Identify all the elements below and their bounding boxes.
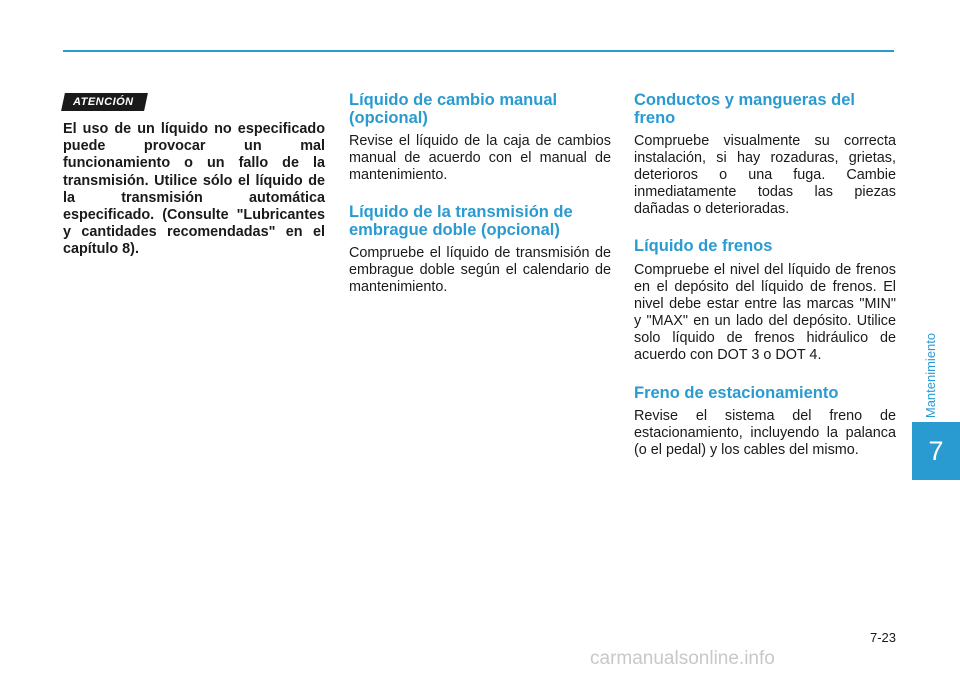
- section-title: Líquido de la transmisión de embrague doble (opcional): [349, 203, 573, 239]
- section-title: Líquido de cambio manual (opcional): [349, 91, 558, 127]
- section-body: Compruebe el líquido de transmisión de embrague doble según el calendario de mantenimiento.: [349, 245, 611, 296]
- section-title: Freno de estacionamiento: [634, 383, 839, 402]
- section-title: Conductos y mangueras del freno: [634, 91, 855, 127]
- section-body: Compruebe el nivel del líquido de frenos en el depósito del líquido de frenos. El nivel debe estar entre las marcas "MIN" y "MAX" en un lado del depósito. Utilice solo líquido de frenos hidráulico de acuerdo con DOT 3 o DOT 4.: [634, 261, 896, 364]
- page-number: 7-23: [869, 630, 896, 645]
- section-side-label: [918, 330, 944, 420]
- chapter-number: 7: [928, 435, 944, 466]
- section-dct-fluid: [349, 204, 611, 296]
- warning-text: El uso de un líquido no especificado puede provocar un mal funcionamiento o un fallo de la transmisión. Utilice sólo el líquido de la transmisión automática especificado. (Consulte "Lubricantes y cantidades recomendadas" en el capítulo 8).: [63, 121, 325, 258]
- column-middle: [349, 92, 611, 317]
- chapter-tab: [912, 422, 960, 480]
- column-left: [63, 92, 325, 259]
- warning-badge-label: ATENCIÓN: [73, 96, 134, 108]
- column-right: [634, 92, 896, 479]
- top-rule: [63, 50, 894, 52]
- section-label-text: Mantenimiento: [923, 332, 939, 418]
- section-body: Compruebe visualmente su correcta instalación, si hay rozaduras, grietas, deterioros o una fuga. Cambie inmediatamente todas las piezas dañadas o deterioradas.: [634, 133, 896, 218]
- watermark: carmanualsonline.info: [590, 648, 775, 669]
- section-brake-lines: [634, 92, 896, 218]
- section-title: Líquido de frenos: [634, 237, 773, 256]
- section-manual-fluid: [349, 92, 611, 184]
- section-body: Revise el líquido de la caja de cambios manual de acuerdo con el manual de mantenimiento.: [349, 133, 611, 184]
- section-brake-fluid: [634, 238, 896, 364]
- section-body: Revise el sistema del freno de estacionamiento, incluyendo la palanca (o el pedal) y los cables del mismo.: [634, 408, 896, 459]
- section-parking-brake: [634, 385, 896, 460]
- warning-badge: [61, 93, 147, 111]
